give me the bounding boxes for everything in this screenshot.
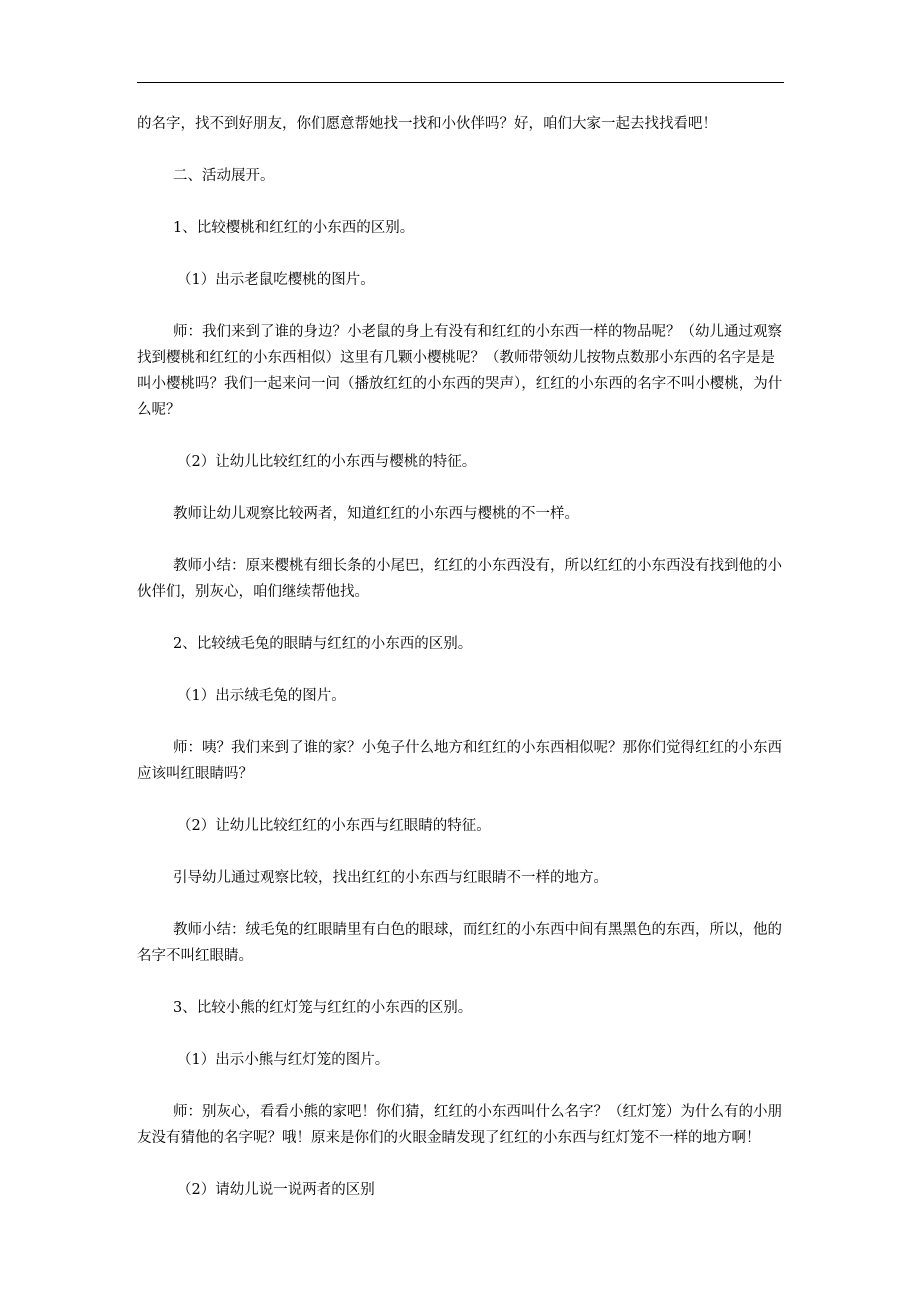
section-heading: 二、活动展开。 (173, 168, 275, 184)
step-item: （1）出示小熊与红灯笼的图片。 (177, 1052, 390, 1068)
paragraph: 师：别灰心，看看小熊的家吧！你们猜，红红的小东西叫什么名字？（红灯笼）为什么有的小朋友没有猜他的名字呢？哦！原来是你们的火眼金睛发现了红红的小东西与红灯笼不一样的地方啊！ (137, 1104, 782, 1146)
header-rule (137, 82, 784, 83)
paragraph: 师：我们来到了谁的身边？小老鼠的身上有没有和红红的小东西一样的物品呢？（幼儿通过观察找到樱桃和红红的小东西相似）这里有几颗小樱桃呢？（教师带领幼儿按物点数那小东西的名字是是叫小樱桃吗？我们一起来问一问（播放红红的小东西的哭声），红红的小东西的名字不叫小樱桃，为什么呢？ (137, 324, 783, 418)
step-item: （1）出示绒毛兔的图片。 (177, 688, 346, 704)
paragraph: 教师小结：原来樱桃有细长条的小尾巴，红红的小东西没有，所以红红的小东西没有找到他的小伙伴们，别灰心，咱们继续帮他找。 (137, 558, 782, 600)
step-item: （2）请幼儿说一说两者的区别 (177, 1182, 375, 1198)
step-item: （1）出示老鼠吃樱桃的图片。 (177, 272, 375, 288)
subsection-heading: 1、比较樱桃和红红的小东西的区别。 (173, 220, 415, 236)
paragraph: 引导幼儿通过观察比较，找出红红的小东西与红眼睛不一样的地方。 (173, 870, 608, 886)
paragraph: 师：咦？我们来到了谁的家？小兔子什么地方和红红的小东西相似呢？那你们觉得红红的小东西应该叫红眼睛吗？ (137, 740, 782, 782)
paragraph: 教师让幼儿观察比较两者，知道红红的小东西与樱桃的不一样。 (173, 506, 579, 522)
paragraph: 教师小结：绒毛兔的红眼睛里有白色的眼球，而红红的小东西中间有黑黑色的东西，所以，他的名字不叫红眼睛。 (137, 922, 782, 964)
step-item: （2）让幼儿比较红红的小东西与红眼睛的特征。 (177, 818, 491, 834)
paragraph: 的名字，找不到好朋友，你们愿意帮她找一找和小伙伴吗？好，咱们大家一起去找找看吧！ (137, 116, 717, 132)
subsection-heading: 2、比较绒毛兔的眼睛与红红的小东西的区别。 (173, 636, 473, 652)
step-item: （2）让幼儿比较红红的小东西与樱桃的特征。 (177, 454, 477, 470)
subsection-heading: 3、比较小熊的红灯笼与红红的小东西的区别。 (173, 1000, 473, 1016)
document-body (137, 111, 787, 1203)
